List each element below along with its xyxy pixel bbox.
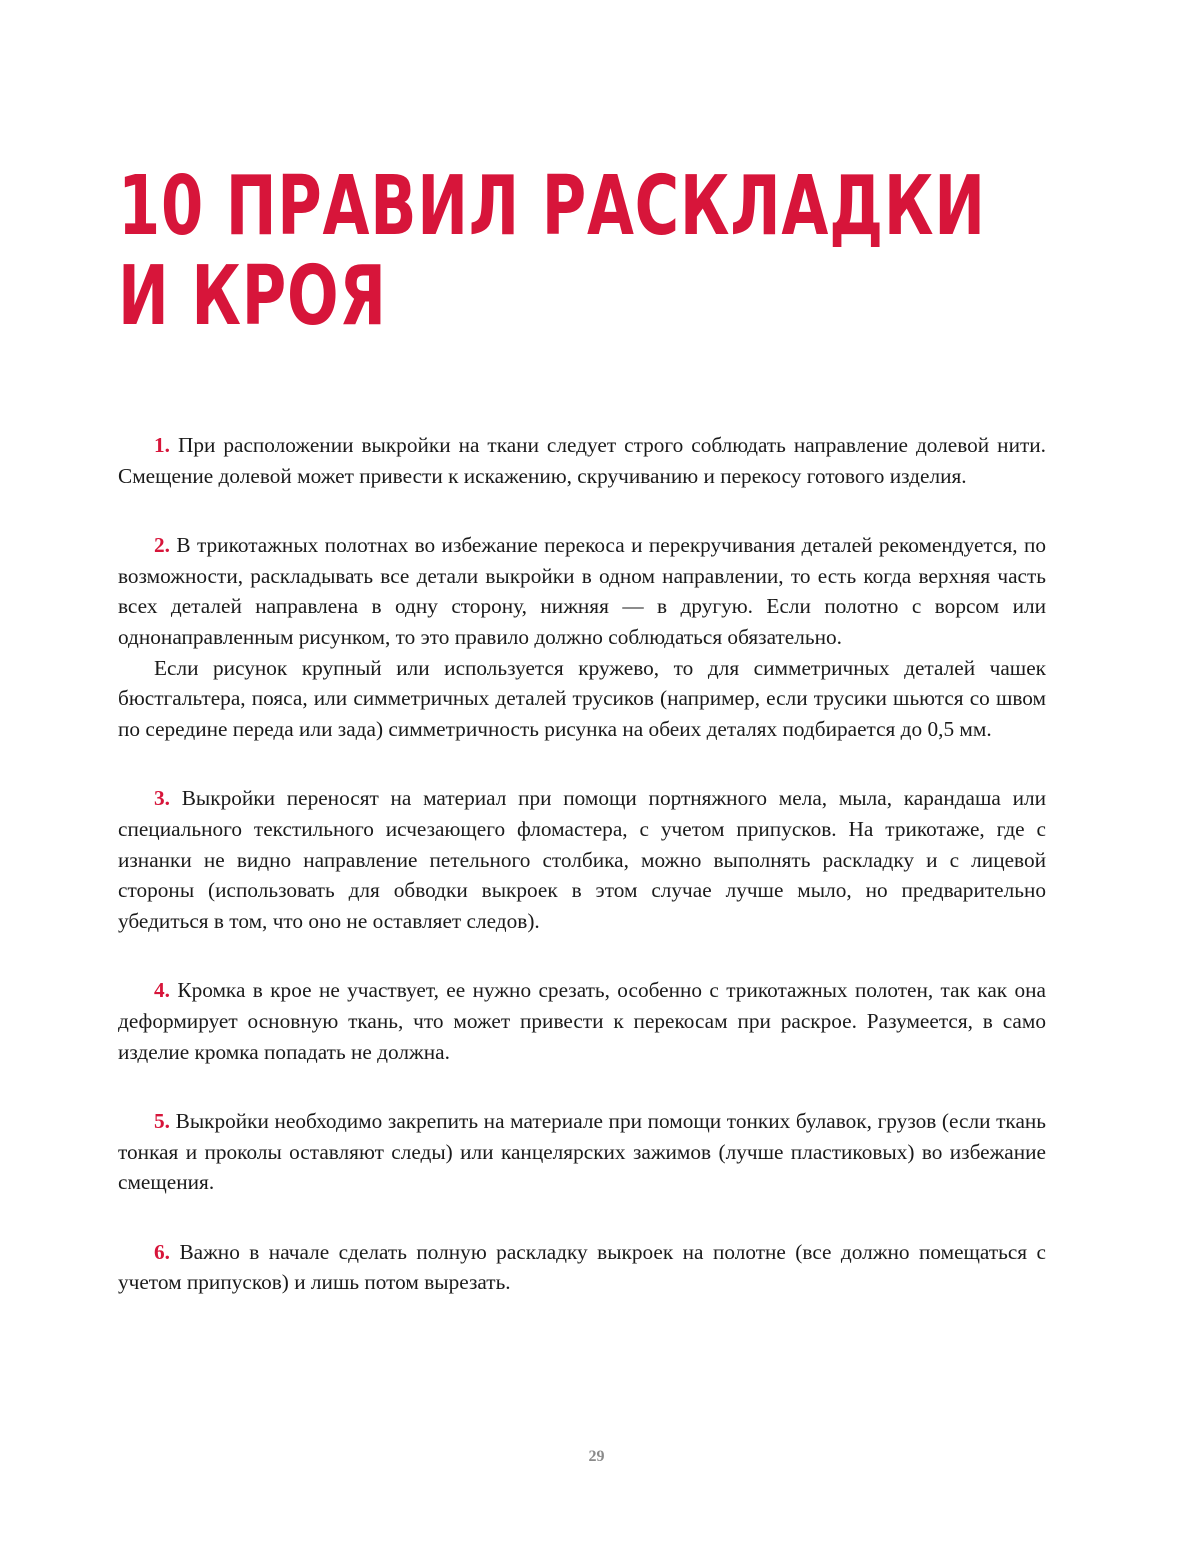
page-title-line-1: 10 ПРАВИЛ РАСКЛАДКИ: [118, 159, 986, 254]
rule-2: [118, 530, 1046, 744]
rule-text: В трикотажных полотнах во избежание перекоса и перекручивания деталей рекомендуется, по возможности, раскладывать все детали выкройки в одном направлении, то есть когда верхняя часть всех деталей направлена в одну сторону, нижняя — в другую. Если полотно с ворсом или однонаправленным рисунком, то это правило должно соблюдаться обязательно.: [118, 533, 1046, 649]
page-title: [118, 159, 986, 344]
rule-number: 3.: [154, 786, 170, 811]
rule-number: 1.: [154, 433, 170, 457]
rule-paragraph-extra: Если рисунок крупный или используется кружево, то для симметричных деталей чашек бюстгальтера, пояса, или симметричных деталей трусиков (например, если трусики шьются со швом по середине переда или зада) симметричность рисунка на обеих деталях подбирается до 0,5 мм.: [118, 655, 1046, 741]
rule-paragraph: [118, 975, 1046, 1067]
page-title-line-2: И КРОЯ: [118, 249, 387, 344]
rule-number: 6.: [154, 1239, 170, 1264]
rule-number: 2.: [154, 533, 170, 558]
rule-4: [118, 975, 1046, 1067]
rule-number: 4.: [154, 978, 170, 1003]
rule-number: 5.: [154, 1109, 170, 1134]
rule-1: [118, 430, 1046, 491]
rule-text: При расположении выкройки на ткани следует строго соблюдать направление долевой нити. Смещение долевой может привести к искажению, скручиванию и перекосу готового изделия.: [118, 433, 1046, 488]
rule-paragraph: [118, 1106, 1046, 1198]
rule-3: [118, 783, 1046, 936]
rule-paragraph: [118, 530, 1046, 652]
rule-text: Выкройки переносят на материал при помощи портняжного мела, мыла, карандаша или специального текстильного исчезающего фломастера, с учетом припусков. На трикотаже, где с изнанки не видно направление петельного столбика, можно выполнять раскладку и с лицевой стороны (использовать для обводки выкроек в этом случае лучше мыло, но предварительно убедиться в том, что оно не оставляет следов).: [118, 786, 1046, 933]
rule-text: Выкройки необходимо закрепить на материале при помощи тонких булавок, грузов (если ткань тонкая и проколы оставляют следы) или канцелярских зажимов (лучше пластиковых) во избежание смещения.: [118, 1109, 1047, 1195]
rule-5: [118, 1106, 1046, 1198]
rules-list: [118, 430, 1046, 1337]
rule-paragraph: [118, 1237, 1046, 1298]
rule-text: Кромка в крое не участвует, ее нужно срезать, особенно с трикотажных полотен, так как она деформирует основную ткань, что может привести к перекосам при раскрое. Разумеется, в само изделие кромка попадать не должна.: [118, 978, 1046, 1064]
rule-paragraph: [118, 430, 1046, 491]
rule-text: Важно в начале сделать полную раскладку выкроек на полотне (все должно помещаться с учетом припусков) и лишь потом вырезать.: [118, 1239, 1046, 1295]
rule-paragraph: [118, 783, 1046, 936]
rule-6: [118, 1237, 1046, 1298]
page-number: 29: [588, 1448, 605, 1465]
